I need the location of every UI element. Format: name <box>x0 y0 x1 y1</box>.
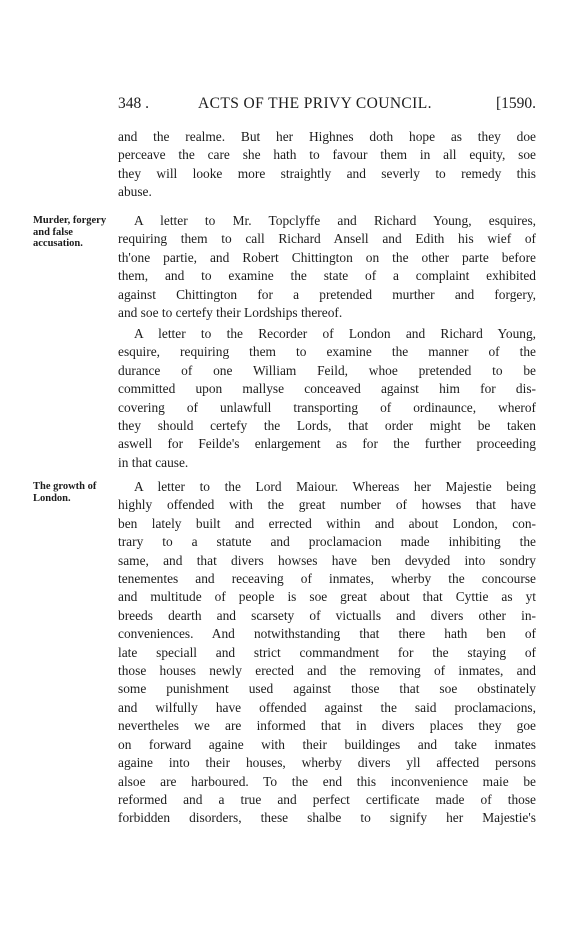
year-marker: [1590. <box>495 95 536 112</box>
text-line: and the realme. But her Highnes doth hope as they doe <box>118 129 536 144</box>
body-paragraph-topclyffe <box>118 212 536 322</box>
text-line: durance of one William Feild, whoe pretended to be <box>118 362 536 378</box>
text-line: on forward againe with their buildinges and take inmates <box>118 736 536 752</box>
margin-note-murder: Murder, forgery and false accusation. <box>33 215 107 250</box>
margin-note-growth-of-london: The growth of London. <box>33 481 97 504</box>
text-line: A letter to Mr. Topclyffe and Richard Young, esquires, <box>134 213 536 228</box>
running-header <box>118 95 536 117</box>
text-line: conveniences. And notwithstanding that there hath ben of <box>118 626 536 642</box>
running-title: ACTS OF THE PRIVY COUNCIL. <box>198 95 432 112</box>
body-paragraph-continuation <box>118 128 536 202</box>
text-line: nevertheles we are informed that in divers places they goe <box>118 718 536 734</box>
text-line: perceave the care she hath to favour them in all equity, soe <box>118 147 536 163</box>
text-line: against Chittington for a pretended murther and forgery, <box>118 286 536 302</box>
text-line: alsoe are harboured. To the end this inconvenience maie be <box>118 773 536 789</box>
text-line: aswell for Feilde's enlargement as for the further proceeding <box>118 436 536 452</box>
text-line: requiring them to call Richard Ansell and Edith his wief of <box>118 231 536 247</box>
text-line: trary to a statute and proclamacion made inhibiting the <box>118 534 536 550</box>
text-line: A letter to the Recorder of London and Richard Young, <box>134 326 536 341</box>
text-line: highly offended with the great number of howses that have <box>118 497 536 513</box>
text-line: esquire, requiring them to examine the manner of the <box>118 344 536 360</box>
text-line: breeds dearth and scarsety of victualls and divers other in- <box>118 607 536 623</box>
text-line: they will looke more straightly and severly to remedy this <box>118 165 536 181</box>
text-line: abuse. <box>118 184 152 200</box>
text-line: forbidden disorders, these shalbe to signify her Majestie's <box>118 810 536 826</box>
page-number: 348 . <box>118 95 149 112</box>
text-line: and multitude of people is soe great about that Cyttie as yt <box>118 589 536 605</box>
text-line: and soe to certefy their Lordships thereof. <box>118 305 343 321</box>
text-line: ben lately built and errected within and about London, con- <box>118 515 536 531</box>
text-line: and wilfully have offended against the said proclamacions, <box>118 699 536 715</box>
text-line: covering of unlawfull transporting of ordinaunce, wherof <box>118 399 536 415</box>
text-line: same, and that divers howses have ben devyded into sondry <box>118 552 536 568</box>
body-paragraph-lord-maiour <box>118 478 536 828</box>
text-line: in that cause. <box>118 454 189 470</box>
text-line: they should certefy the Lords, that order might be taken <box>118 418 536 434</box>
body-paragraph-recorder <box>118 325 536 472</box>
text-line: reformed and a true and perfect certificate made of those <box>118 791 536 807</box>
text-line: A letter to the Lord Maiour. Whereas her Majestie being <box>134 479 536 494</box>
text-line: them, and to examine the state of a complaint exhibited <box>118 268 536 284</box>
text-line: againe into their houses, wherby divers yll affected persons <box>118 755 536 771</box>
text-line: those houses newly erected and the removing of inmates, and <box>118 663 536 679</box>
text-line: tenementes and receaving of inmates, wherby the concourse <box>118 571 536 587</box>
text-line: late speciall and strict commandment for the staying of <box>118 644 536 660</box>
text-line: committed upon mallyse conceaved against him for dis- <box>118 381 536 397</box>
text-line: some punishment used against those that soe obstinately <box>118 681 536 697</box>
text-line: th'one partie, and Robert Chittington on the other parte before <box>118 249 536 265</box>
